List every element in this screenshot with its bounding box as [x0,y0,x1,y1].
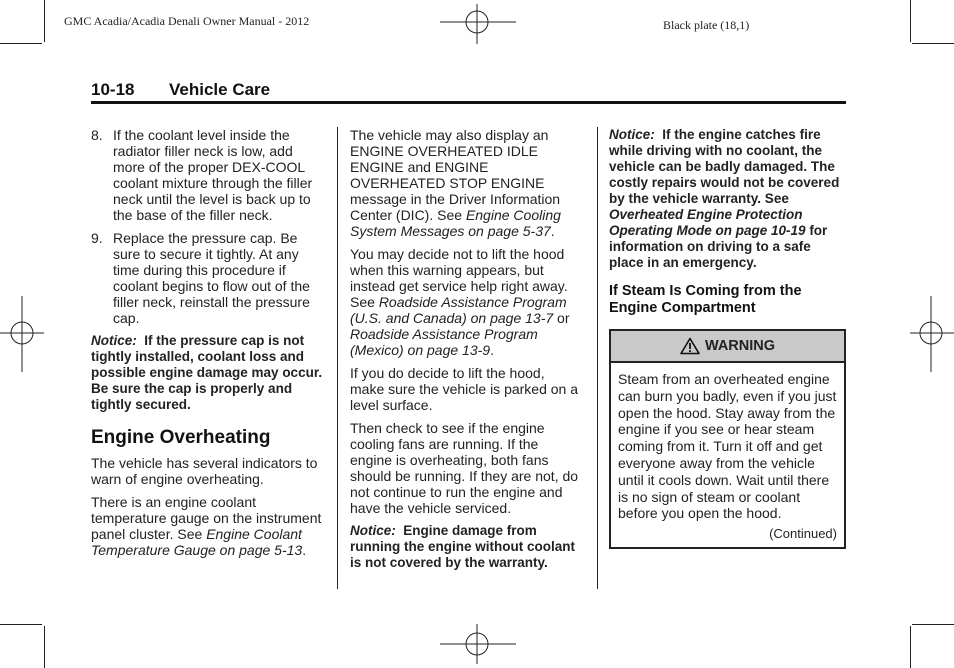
running-header-left: GMC Acadia/Acadia Denali Owner Manual - 2012 [64,14,310,28]
section-header [91,80,846,100]
registration-mark-icon [440,624,516,668]
cross-reference-link[interactable]: Overheated Engine Protection Operating Mode on page 10-19 [609,207,806,238]
crop-mark [0,43,42,44]
step-text: If the coolant level inside the radiator filler neck is low, add more of the proper DEX-COOL coolant mixture through the filler neck until the level is back up to the base of the filler neck. [113,127,313,223]
subheading: If Steam Is Coming from the Engine Compartment [609,283,802,316]
list-item [91,127,327,223]
notice-text: Engine damage from running the engine without coolant is not covered by the warranty. [350,523,575,570]
paragraph [91,494,327,558]
crop-mark [912,624,954,625]
punctuation: . [302,542,307,558]
paragraph: Then check to see if the engine cooling fans are running. If the engine is overheating, both fans should be running. If they are not, do not continue to run the engine and have the vehicle serviced. [350,420,579,516]
warning-header [611,331,844,363]
punctuation: . [550,223,555,239]
column-divider [337,127,338,589]
notice-text-end: for information on driving to a safe place in an emergency. [609,223,828,270]
notice-text: If the pressure cap is not tightly installed, coolant loss and possible engine damage may occur. Be sure the cap is properly and tightly secured. [91,333,323,412]
crop-mark [0,624,42,625]
warning-text: Steam from an overheated engine can burn you badly, even if you just open the hood. Stay away from the engine if you see or hear steam coming from it. Turn it off and get everyone away from the vehicle until it cools down. Wait until there is no sign of steam or coolant before you open the hood. [618,371,837,522]
paragraph-text: The vehicle may also display an ENGINE OVERHEATED IDLE ENGINE and ENGINE OVERHEATED STOP ENGINE message in the Driver Information Center (DIC). See [350,127,561,223]
page-number: 10-18 [91,80,135,99]
crop-mark [910,626,911,668]
notice-label: Notice: [609,127,655,142]
crop-mark [912,43,954,44]
section-heading: Engine Overheating [91,427,271,448]
notice [609,127,846,271]
notice-label: Notice: [350,523,396,538]
warning-box [609,329,846,549]
warning-triangle-icon [680,337,700,355]
registration-mark-icon [910,296,954,372]
header-rule [91,101,846,104]
column-2 [350,127,582,578]
crop-mark [44,0,45,42]
cross-reference-link[interactable]: Engine Coolant Temperature Gauge on page 5-13 [91,526,303,558]
crop-mark [44,626,45,668]
notice [350,523,582,571]
paragraph-text: You may decide not to lift the hood when this warning appears, but instead get service help right away. See [350,246,568,310]
paragraph [350,246,582,358]
punctuation: . [490,342,494,358]
cross-reference-link[interactable]: Engine Cooling System Messages on page 5-37 [350,207,561,239]
continued-label: (Continued) [769,526,837,542]
step-number: 8. [91,127,103,143]
paragraph: The vehicle has several indicators to warn of engine overheating. [91,455,318,487]
step-text: Replace the pressure cap. Be sure to secure it tightly. At any time during this procedure if coolant begins to flow out of the filler neck, reinstall the pressure cap. [113,230,310,326]
warning-body [611,363,844,547]
section-title: Vehicle Care [169,80,271,99]
step-number: 9. [91,230,103,246]
notice [91,333,327,413]
cross-reference-link[interactable]: Roadside Assistance Program (U.S. and Canada) on page 13-7 [350,294,567,326]
crop-mark [910,0,911,42]
registration-mark-icon [440,0,516,44]
registration-mark-icon [0,296,44,372]
column-1 [91,127,327,565]
column-3 [609,127,846,549]
notice-label: Notice: [91,333,137,348]
notice-text: If the engine catches fire while driving with no coolant, the vehicle can be badly damaged. The costly repairs would not be covered by the vehicle warranty. See [609,127,840,206]
column-divider [597,127,598,589]
paragraph: If you do decide to lift the hood, make sure the vehicle is parked on a level surface. [350,365,579,413]
list-item [91,230,327,326]
paragraph-text: There is an engine coolant temperature gauge on the instrument panel cluster. See [91,494,322,542]
warning-title: WARNING [704,338,776,354]
cross-reference-link[interactable]: Roadside Assistance Program (Mexico) on page 13-9 [350,326,538,358]
running-header-right: Black plate (18,1) [663,18,750,32]
paragraph [350,127,582,239]
conjunction: or [557,310,570,326]
